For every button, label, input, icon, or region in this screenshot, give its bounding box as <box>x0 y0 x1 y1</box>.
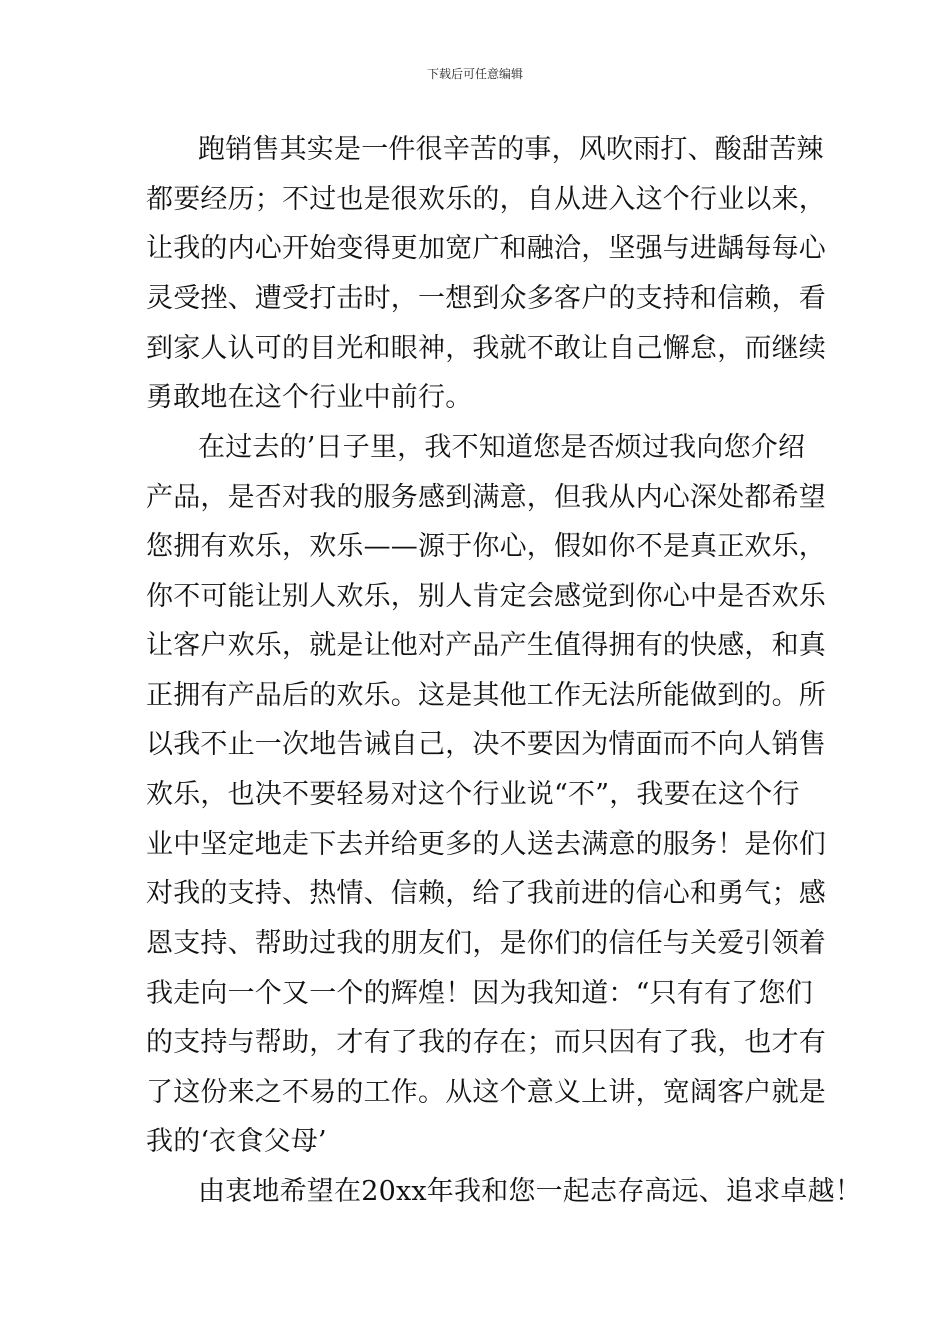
paragraph-line: 跑销售其实是一件很辛苦的事，风吹雨打、酸甜苦辣 <box>198 134 824 165</box>
paragraph-line: 正拥有产品后的欢乐。这是其他工作无法所能做到的。所 <box>146 680 826 711</box>
paragraph-line: 在过去的’日子里，我不知道您是否烦过我向您介绍 <box>198 432 806 463</box>
paragraph-line: 的支持与帮助，才有了我的存在；而只因有了我，也才有 <box>146 1027 826 1058</box>
paragraph-line: 让客户欢乐，就是让他对产品产生值得拥有的快感，和真 <box>146 630 826 661</box>
paragraph-line: 我的‘衣食父母’ <box>146 1126 327 1157</box>
paragraph-line: 欢乐，也决不要轻易对这个行业说“不”，我要在这个行 <box>146 779 800 810</box>
paragraph-line: 勇敢地在这个行业中前行。 <box>146 382 473 413</box>
paragraph-line: 业中坚定地走下去并给更多的人送去满意的服务！是你们 <box>146 829 826 860</box>
paragraph-line: 了这份来之不易的工作。从这个意义上讲，宽阔客户就是 <box>146 1077 826 1108</box>
paragraph-line: 产品，是否对我的服务感到满意，但我从内心深处都希望 <box>146 482 826 513</box>
paragraph-line: 都要经历；不过也是很欢乐的，自从进入这个行业以来， <box>146 184 826 215</box>
page-header: 下载后可任意编辑 <box>426 67 523 81</box>
paragraph-line: 你不可能让别人欢乐，别人肯定会感觉到你心中是否欢乐 <box>146 581 826 612</box>
paragraph-line: 到家人认可的目光和眼神，我就不敢让自己懈怠，而继续 <box>146 333 826 364</box>
paragraph-line: 您拥有欢乐，欢乐——源于你心，假如你不是真正欢乐， <box>146 531 826 562</box>
paragraph-line: 以我不止一次地告诫自己，决不要因为情面而不向人销售 <box>146 729 826 760</box>
paragraph-line: 让我的内心开始变得更加宽广和融洽，坚强与进龋每每心 <box>146 233 826 264</box>
paragraph-line: 我走向一个又一个的辉煌！因为我知道：“只有有了您们 <box>146 978 813 1009</box>
paragraph-line: 恩支持、帮助过我的朋友们，是你们的信任与关爱引领着 <box>146 928 826 959</box>
paragraph-line: 由衷地希望在20xx年我和您一起志存高远、追求卓越！ <box>198 1176 863 1207</box>
paragraph-line: 灵受挫、遭受打击时，一想到众多客户的支持和信赖，看 <box>146 283 826 314</box>
paragraph-line: 对我的支持、热情、信赖，给了我前进的信心和勇气；感 <box>146 878 826 909</box>
